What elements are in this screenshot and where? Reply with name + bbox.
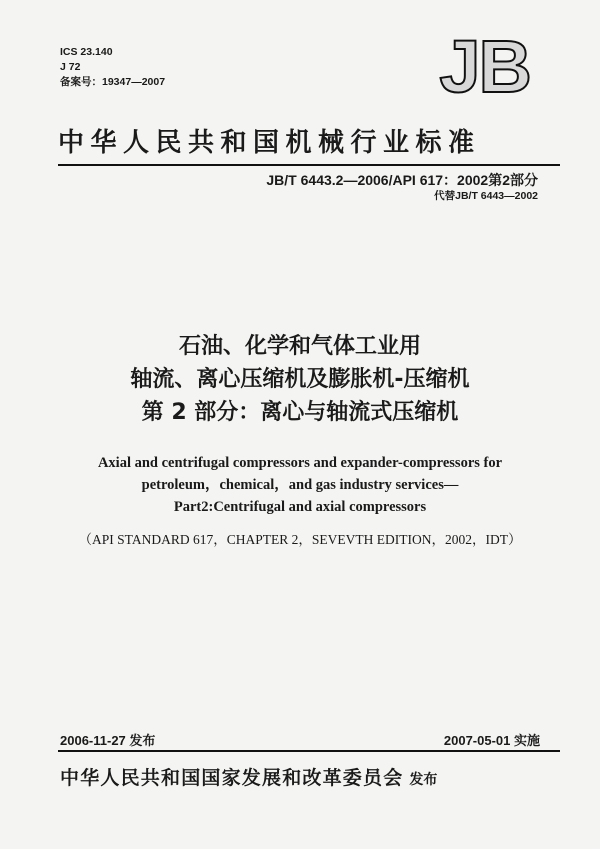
issue-date: 2006-11-27 发布	[60, 733, 156, 748]
chinese-title-line-3: 第 2 部分：离心与轴流式压缩机	[141, 400, 459, 425]
industry-standard-title: 中华人民共和国机械行业标准	[58, 128, 481, 158]
english-title-line-2: petroleum，chemical，and gas industry services—	[141, 477, 459, 493]
publisher-name: 中华人民共和国国家发展和改革委员会	[60, 767, 404, 789]
standard-number: JB/T 6443.2—2006/API 617：2002第2部分	[266, 172, 538, 188]
chinese-title-line-1: 石油、化学和气体工业用	[178, 334, 421, 359]
record-number: 备案号：19347—2007	[60, 76, 166, 88]
api-edition-note: （API STANDARD 617，CHAPTER 2，SEVEVTH EDITION，2002，IDT）	[78, 532, 522, 547]
ccs-code: J 72	[60, 61, 81, 73]
top-divider	[58, 164, 560, 166]
jb-logo: JB	[439, 25, 530, 108]
publisher-line	[60, 763, 437, 790]
classification-block	[60, 45, 165, 90]
chinese-title-line-2: 轴流、离心压缩机及膨胀机-压缩机	[130, 367, 470, 392]
ics-code: ICS 23.140	[60, 46, 113, 58]
replaces-standard: 代替JB/T 6443—2002	[434, 190, 538, 202]
english-title-line-1: Axial and centrifugal compressors and expander-compressors for	[97, 455, 503, 471]
publish-verb: 发布	[409, 772, 438, 788]
implementation-date: 2007-05-01 实施	[443, 733, 540, 748]
english-title-line-3: Part2:Centrifugal and axial compressors	[173, 499, 427, 515]
bottom-divider	[58, 750, 560, 752]
